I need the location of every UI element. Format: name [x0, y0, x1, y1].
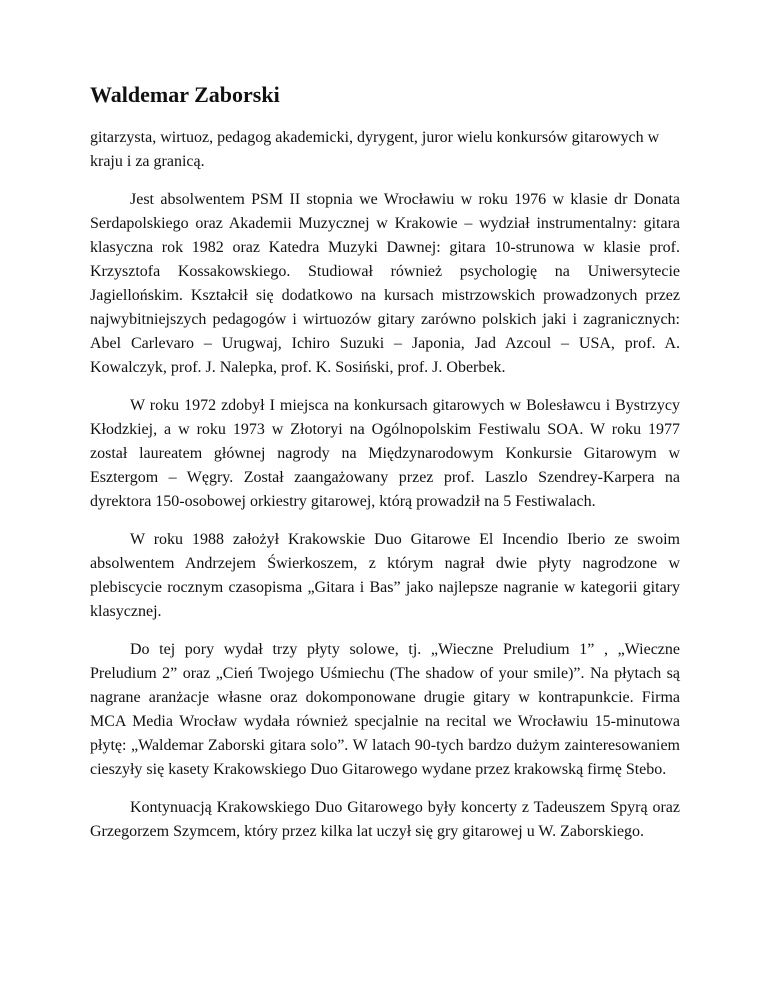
paragraph-education: Jest absolwentem PSM II stopnia we Wrocławiu w roku 1976 w klasie dr Donata Serdapolskiego oraz Akademii Muzycznej w Krakowie – wydział instrumentalny: gitara klasyczna rok 1982 oraz Katedra Muzyki Dawnej: gitara 10-strunowa w klasie prof. Krzysztofa Kossakowskiego. Studiował również psychologię na Uniwersytecie Jagiellońskim. Kształcił się dodatkowo na kursach mistrzowskich prowadzonych przez najwybitniejszych pedagogów i wirtuozów gitary zarówno polskich jaki i zagranicznych: Abel Carlevaro – Urugwaj, Ichiro Suzuki – Japonia, Jad Azcoul – USA, prof. A. Kowalczyk, prof. J. Nalepka, prof. K. Sosiński, prof. J. Oberbek.: [90, 191, 680, 376]
document-title: Waldemar Zaborski: [90, 82, 280, 107]
paragraph-recordings: Do tej pory wydał trzy płyty solowe, tj. „Wieczne Preludium 1” , „Wieczne Preludium 2” oraz „Cień Twojego Uśmiechu (The shadow of your smile)”. Na płytach są nagrane aranżacje własne oraz dokomponowane drugie gitary w kontrapunkcie. Firma MCA Media Wrocław wydała również specjalnie na recital we Wrocławiu 15-minutowa płytę: „Waldemar Zaborski gitara solo”. W latach 90-tych bardzo dużym zainteresowaniem cieszyły się kasety Krakowskiego Duo Gitarowego wydane przez krakowską firmę Stebo.: [90, 641, 680, 778]
paragraph-duo: W roku 1988 założył Krakowskie Duo Gitarowe El Incendio Iberio ze swoim absolwentem Andrzejem Świerkoszem, z którym nagrał dwie płyty nagrodzone w plebiscycie rocznym czasopisma „Gitara i Bas” jako najlepsze nagranie w kategorii gitary klasycznej.: [90, 531, 680, 620]
paragraph-concerts: Kontynuacją Krakowskiego Duo Gitarowego były koncerty z Tadeuszem Spyrą oraz Grzegorzem Szymcem, który przez kilka lat uczył się gry gitarowej u W. Zaborskiego.: [90, 799, 680, 840]
document-body: [90, 80, 680, 858]
paragraph-competitions: W roku 1972 zdobył I miejsca na konkursach gitarowych w Bolesławcu i Bystrzycy Kłodzkiej, a w roku 1973 w Złotoryi na Ogólnopolskim Festiwalu SOA. W roku 1977 został laureatem głównej nagrody na Międzynarodowym Konkursie Gitarowym w Esztergom – Węgry. Został zaangażowany przez prof. Laszlo Szendrey-Karpera na dyrektora 150-osobowej orkiestry gitarowej, którą prowadził na 5 Festiwalach.: [90, 397, 680, 510]
subtitle-line: gitarzysta, wirtuoz, pedagog akademicki, dyrygent, juror wielu konkursów gitarowych w kraju i za granicą.: [90, 129, 660, 170]
